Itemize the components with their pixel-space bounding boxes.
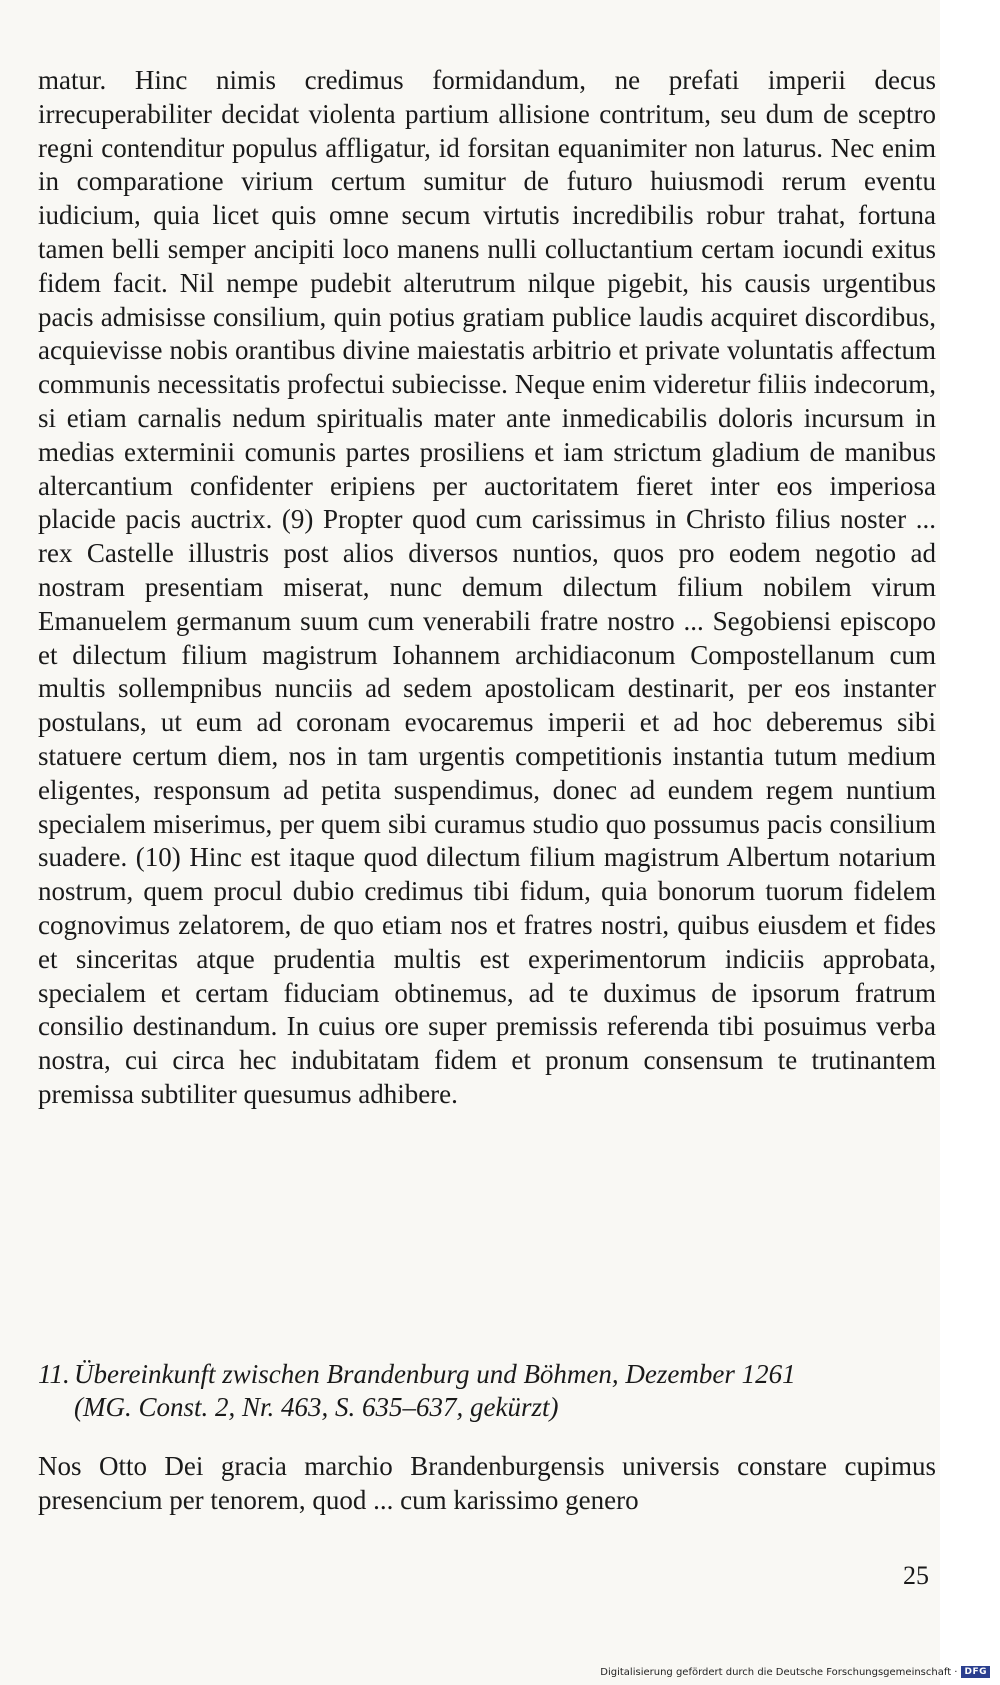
main-paragraph: matur. Hinc nimis credimus formidandum, ne prefati imperii decus irrecuperabiliter decidat violenta partium allisione contritum, seu dum de sceptro regni contenditur populus affligatur, id forsitan equanimiter non laturus. Nec enim in comparatione virium certum sumitur de futuro huiusmodi rerum eventu iudicium, quia licet quis omne secum virtutis incredibilis robur trahat, fortuna tamen belli semper ancipiti loco manens nulli colluctantium certam iocundi exitus fidem facit. Nil nempe pudebit alterutrum nilque pigebit, his causis urgentibus pacis admisisse consilium, quin potius gratiam publice laudis acquiret discordibus, acquievisse nobis orantibus divine maiestatis arbitrio et private voluntatis affectum communis necessitatis profectui subiecisse. Neque enim videretur filiis indecorum, si etiam carnalis nedum spiritualis mater ante inmedicabilis doloris incursum in medias exterminii comunis partes prosiliens et iam strictum gladium de manibus altercantium confidenter eripiens per auctoritatem fieret inter eos imperiosa placide pacis auctrix. (9) Propter quod cum carissimus in Christo filius noster ... rex Castelle illustris post alios diversos nuntios, quos pro eodem negotio ad nostram presentiam miserat, nunc demum dilectum filium nobilem virum Emanuelem germanum suum cum venerabili fratre nostro ... Segobiensi episcopo et dilectum filium magistrum Iohannem archidiaconum Compostellanum cum multis sollempnibus nunciis ad sedem apostolicam destinarit, per eos instanter postulans, ut eum ad coronam evocaremus imperii et ad hoc deberemus sibi statuere certum diem, nos in tam urgentis competitionis instantia tutum medium eligentes, responsum ad petita suspendimus, donec ad eundem regem nuntium specialem miserimus, per quem sibi curamus studio quo possumus pacis consilium suadere. (10) Hinc est itaque quod dilectum filium magistrum Albertum notarium nostrum, quem procul dubio credimus tibi fidum, quia bonorum tuorum fidelem cognovimus zelatorem, de quo etiam nos et fratres nostri, quibus eiusdem et fides et sinceritas atque prudentia multis est experimentorum indiciis approbata, specialem et certam fiduciam obtinemus, ad te duximus de ipsorum fratrum consilio destinandum. In cuius ore super premissis referenda tibi posuimus verba nostra, cui circa hec indubitatam fidem et pronum consensum te trutinantem premissa subtiliter quesumus adhibere. [38,65,936,1109]
section-number: 11. [38,1359,70,1389]
section-reference: (MG. Const. 2, Nr. 463, S. 635–637, gekürzt) [74,1392,559,1422]
digitization-credit [600,1666,990,1678]
section-heading [38,1358,936,1424]
page-number: 25 [903,1561,929,1590]
body-text-block [38,1450,936,1518]
section-title: Übereinkunft zwischen Brandenburg und Böhmen, Dezember 1261 [74,1359,796,1389]
main-text-block [38,64,936,1112]
credit-text: Digitalisierung gefördert durch die Deutsche Forschungsgemeinschaft · [600,1666,958,1678]
dfg-logo: DFG [961,1666,990,1678]
page-margin [940,0,1000,1685]
body-paragraph: Nos Otto Dei gracia marchio Brandenburgensis universis constare cupimus presencium per tenorem, quod ... cum karissimo genero [38,1451,936,1515]
